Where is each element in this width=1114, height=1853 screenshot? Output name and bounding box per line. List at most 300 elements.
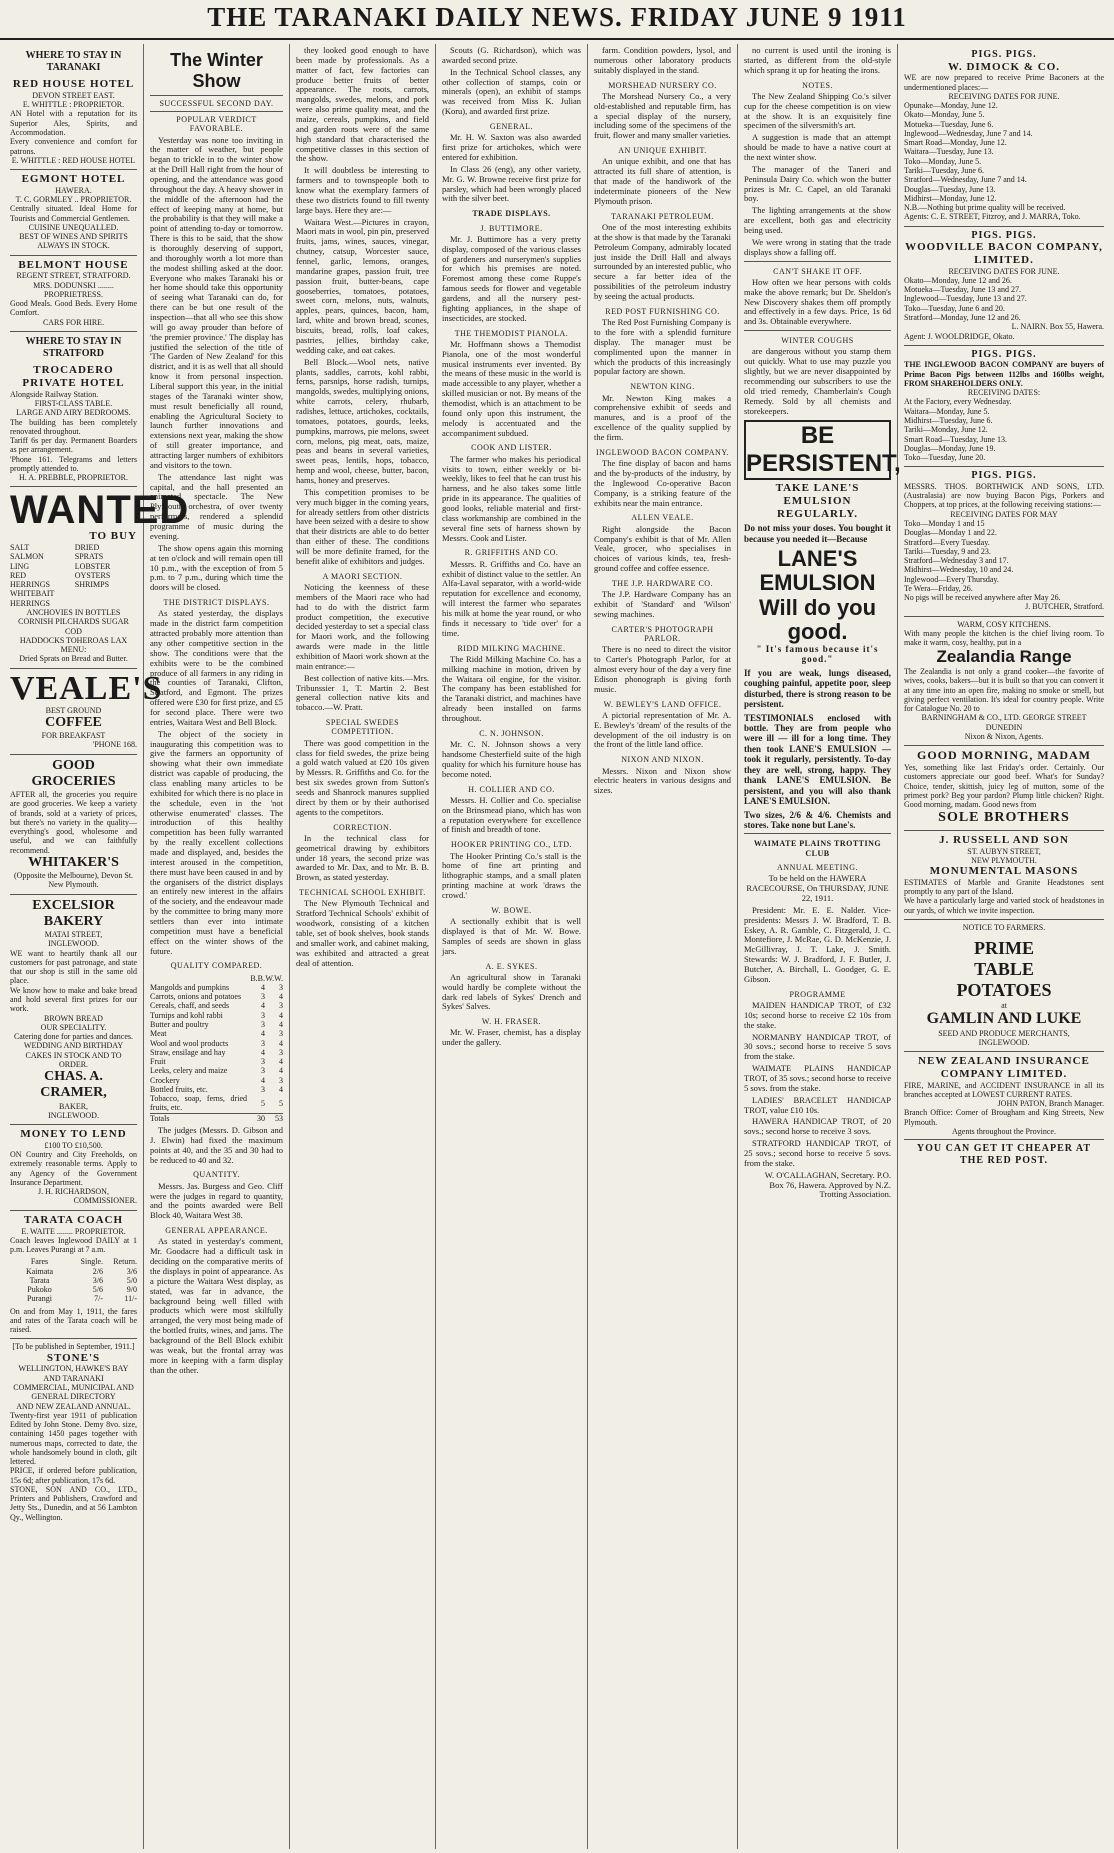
- ad-subtitle: RECEIVING DATES:: [967, 388, 1041, 398]
- russell-masons-ad: [904, 831, 1104, 920]
- column-6-notes-and-ads: [738, 44, 901, 1849]
- section-subheading: HOOKER PRINTING CO., LTD.: [450, 840, 573, 850]
- list-item: ANCHOVIES IN BOTTLES: [26, 607, 121, 617]
- list-item: Te Wera—Friday, 26.: [904, 583, 973, 593]
- article-paragraph: There is no need to direct the visitor to Carter's Photograph Parlor, for at almost every hour of the day a very fine Edison phonograph is giving forth music.: [594, 644, 731, 694]
- article-paragraph: Messrs. Jas. Burgess and Geo. Cliff were the judges in regard to quantity, and the points awarded were Bell Block 40, Waitara West 38.: [150, 1180, 283, 1221]
- article-paragraph: The lighting arrangements at the show are excellent, both gas and electricity being used.: [744, 205, 891, 236]
- table-row: [150, 1094, 283, 1113]
- list-item: Douglas—Monday 1 and 22.: [904, 528, 997, 538]
- table-cell: Pukoko: [27, 1285, 52, 1295]
- ad-body: LARGE AND AIRY BEDROOMS.: [16, 408, 131, 418]
- stones-directory-ad: [10, 1339, 137, 1526]
- stratford-heading: WHERE TO STAY IN STRATFORD: [25, 336, 122, 359]
- red-house-hotel-ad: [10, 75, 137, 170]
- ad-body: OUR SPECIALITY.: [40, 1022, 107, 1032]
- list-item: Toko—Monday, June 5.: [904, 156, 982, 166]
- ad-title: BELMONT HOUSE: [18, 258, 129, 271]
- egmont-hotel-ad: [10, 170, 137, 256]
- article-paragraph: There was good competition in the class for field swedes, the prize being a gold watch valued at £20 10s given by Messrs. R. Griffiths and Co. for the best six swedes grown from Sutton's seeds and Shanrock manures supplied direct by them or by their authorised agents to the competitors.: [296, 737, 429, 817]
- notice-body: President: Mr. E. E. Nalder. Vice-presidents: Messrs J. W. Bradford, T. B. Eskey, A. R. Gamble, C. Fitzgerald, J. C. Montefiore, J. McRae, G. D. McKenzie, J. McGillivray, J. T. Lake, J. Smith. Stewards: W. J. Bradford, J. F. Butler, J. Butcher, A. Birchall, L. Goodger, G. E. Gibson.: [744, 904, 891, 984]
- ad-title: GOOD GROCERIES: [31, 757, 116, 789]
- veales-coffee-ad: [10, 669, 163, 755]
- ad-subtitle: RECEIVING DATES FOR JUNE.: [948, 91, 1060, 101]
- table-cell: 3: [279, 1047, 283, 1057]
- table-row: [150, 1029, 283, 1038]
- ad-subtitle: WELLINGTON, HAWKE'S BAY AND TARANAKI: [18, 1364, 129, 1383]
- table-row: [150, 1039, 283, 1048]
- article-paragraph: Messrs. Nixon and Nixon show electric heaters in various designs and sizes.: [594, 765, 731, 796]
- ad-body: JOHN PATON, Branch Manager.: [997, 1099, 1104, 1109]
- ad-body: We have a particularly large and varied stock of headstones in our yards, of which we invite inspection.: [904, 896, 1104, 915]
- ad-product-name: LANE'S EMULSION Will do you good.: [758, 546, 877, 644]
- section-subheading: THE DISTRICT DISPLAYS.: [163, 598, 270, 608]
- list-item: Midhirst—Monday, June 12.: [904, 193, 997, 203]
- programme-item: HAWERA HANDICAP TROT, of 20 sovs.; second horse to receive 3 sovs.: [744, 1116, 891, 1137]
- table-row: [10, 1276, 137, 1285]
- table-row: [10, 1285, 137, 1294]
- table-row: [150, 983, 283, 992]
- table-cell: W.W.: [265, 973, 283, 983]
- table-cell: 53: [275, 1113, 283, 1123]
- list-item: Waitara—Monday, June 5.: [904, 406, 990, 416]
- ad-phone: 'PHONE 168.: [92, 740, 137, 750]
- table-cell: 5/6: [92, 1285, 103, 1295]
- table-cell: 5: [261, 1098, 265, 1108]
- article-paragraph: The fine display of bacon and hams and the by-products of the industry, by the Inglewood Co-operative Bacon Company, is a striking feature of the exhibits near the main entrance.: [594, 458, 731, 508]
- ad-body: ESTIMATES of Marble and Granite Headstones sent promptly to any part of the Island.: [904, 877, 1104, 897]
- ad-subtitle: ST. AUBYN STREET,: [967, 846, 1041, 856]
- table-total-row: [150, 1113, 283, 1123]
- list-item: Smart Road—Monday, June 12.: [904, 138, 1007, 148]
- table-cell: Meat: [150, 1029, 167, 1039]
- receiving-dates-list: [904, 276, 1104, 322]
- ad-headline: PRIME: [974, 938, 1034, 959]
- ad-title: NOTICE TO FARMERS.: [962, 922, 1046, 932]
- column-4-article: [436, 44, 588, 1849]
- article-paragraph: As stated in yesterday's comment, Mr. Goodacre had a difficult task in deciding on the comparative merits of the displays in point of appearance. As a picture the Waitara West display, as stated, was far in advance, the background being well filled with products which were most skilfully arranged, the very most being made of the bottled fruits, wines, and jams. The background of the Bell Block exhibit was weak, but the frontal array was more in keeping with a farm display than the other.: [150, 1236, 283, 1375]
- table-cell: 4: [261, 1047, 265, 1057]
- ad-body: PRICE, if ordered before publication, 15s 6d; after publication, 17s 6d.: [10, 1466, 137, 1485]
- table-cell: 4: [279, 1057, 283, 1067]
- ad-body: How often we hear persons with colds make the above remark; but Dr. Sheldon's New Discovery shakes them off promptly and effectively in a few days. Price, 1s 6d and 3s. Obtainable everywhere.: [744, 276, 891, 327]
- section-subheading: CORRECTION.: [333, 822, 392, 832]
- article-paragraph: The object of the society in inaugurating this competition was to give the farmers an opportunity of showing what their own immediate district was capable of producing, the class enabling many articles to be exhibited for which there is no place in the schedule, even in the 'not otherwise enumerated' classes. The introduction of this healthy competition has been fully warranted by the really excellent collections made and displayed, and, besides the interest aroused in the competition, there must have been caused in and by the organisers of the district displays an entirely new interest in the affairs of the society, and the endeavour made by the committee to bring many more settlers than ever into intimate competition must have a beneficial effect on the winter shows of the future.: [150, 728, 283, 956]
- table-cell: 4: [261, 1029, 265, 1039]
- article-paragraph: The manager of the Taneri and Peninsula Dairy Co. which won the butter prizes is Mr. C. Capel, an old Taranaki boy.: [744, 163, 891, 204]
- table-cell: 3: [279, 1001, 283, 1011]
- ad-body: MESSRS. THOS. BORTHWICK AND SONS, LTD. (Australasia) are now buying Bacon Pigs, Porkers and Choppers, at top prices, at the following receiving stations:—: [904, 481, 1104, 510]
- section-subheading: W. H. FRASER.: [481, 1017, 542, 1027]
- table-cell: Butter and poultry: [150, 1020, 209, 1030]
- sole-brothers-ad: [904, 746, 1104, 830]
- article-paragraph: Messrs. R. Griffiths and Co. have an exhibit of distinct value to the settler. An Alfa-Laval separator, with a world-wide reputation for excellence and economy, will interest the farmer who separates his milk at home the year round, or who finds it necessary to 'tide over' for a time.: [442, 558, 581, 638]
- ad-title: WINTER COUGHS: [781, 336, 854, 346]
- ad-title: WOODVILLE BACON COMPANY, LIMITED.: [905, 241, 1103, 266]
- table-cell: 4: [261, 982, 265, 992]
- table-cell: Bottled fruits, etc.: [150, 1084, 208, 1094]
- ad-body: FIRST-CLASS TABLE.: [34, 398, 113, 408]
- table-header: [150, 974, 283, 983]
- article-paragraph: Mr. H. W. Saxton was also awarded first prize for artichokes, which were entered for exhibition.: [442, 132, 581, 162]
- list-item: Toko—Tuesday, June 20.: [904, 453, 986, 463]
- ad-title: WANTED: [10, 488, 190, 533]
- trocadero-hotel-ad: [10, 361, 137, 487]
- table-cell: Totals: [150, 1113, 170, 1123]
- table-cell: 5/0: [126, 1275, 137, 1285]
- table-cell: Straw, ensilage and hay: [150, 1047, 226, 1057]
- ad-subtitle: MATAI STREET,: [44, 930, 103, 940]
- notice-subtitle: PROGRAMME: [789, 989, 846, 999]
- section-subheading: R. GRIFFITHS AND CO.: [464, 548, 559, 558]
- ad-body: Tariff 6s per day. Permanent Boarders as per arrangement.: [10, 436, 137, 455]
- section-subheading: J. BUTTIMORE.: [480, 223, 543, 233]
- list-item: Douglas—Tuesday, June 13.: [904, 184, 996, 194]
- table-row: [150, 1020, 283, 1029]
- ad-body: Do not miss your doses. You bought it because you needed it—Because: [744, 523, 891, 544]
- table-cell: Wool and wool products: [150, 1038, 229, 1048]
- ad-subtitle: INGLEWOOD.: [978, 1037, 1030, 1047]
- table-row: [10, 1294, 137, 1303]
- ad-body: Nixon & Nixon, Agents.: [964, 732, 1044, 742]
- table-cell: Fares: [30, 1257, 49, 1267]
- table-cell: Kaimata: [25, 1266, 54, 1276]
- good-groceries-ad: [10, 755, 137, 895]
- section-subheading: GENERAL APPEARANCE.: [165, 1226, 268, 1236]
- list-item: DRIED SPRATS: [74, 543, 104, 562]
- ad-subtitle: TO BUY: [89, 530, 137, 543]
- section-subheading: W. BOWE.: [491, 905, 532, 915]
- list-item: RED HERRINGS: [10, 570, 51, 590]
- ad-headline: POTATOES: [956, 979, 1052, 1000]
- article-paragraph: Right alongside the Bacon Company's exhibit is that of Mr. Allen Veale, grocer, who specialises in choices of various kinds, tea, fresh-ground coffee and coffee essence.: [594, 523, 731, 574]
- section-subheading: AN UNIQUE EXHIBIT.: [618, 146, 707, 156]
- ad-quote: " It's famous because it's good.": [756, 643, 879, 665]
- table-cell: Mangolds and pumpkins: [150, 982, 230, 992]
- table-cell: [150, 974, 247, 983]
- section-subheading: NEWTON KING.: [630, 382, 695, 392]
- list-item: Tariki—Monday, June 12.: [904, 425, 988, 435]
- ad-name: SOLE BROTHERS: [938, 809, 1070, 825]
- ad-body: The Zealandia is not only a grand cooker—the favorite of wives, cooks, bakers—but it is built so that you can convert it at any time into an open fire, making no smoke or smell, but giving perfect ventilation. It's ideal for country people. Write for Catalogue No. 20 to: [904, 667, 1104, 714]
- ad-title: TARATA COACH: [23, 1213, 124, 1226]
- table-cell: 4: [261, 1001, 265, 1011]
- ad-name: WHITAKER'S: [28, 854, 119, 870]
- ad-name: J. H. RICHARDSON,: [38, 1187, 109, 1197]
- columns-container: [4, 44, 1110, 1849]
- wanted-list-left: [10, 543, 72, 608]
- divider: [744, 261, 891, 262]
- section-subheading: W. BEWLEY'S LAND OFFICE.: [603, 699, 722, 709]
- article-paragraph: It will doubtless be interesting to farmers and to townspeople both to know what the exemplary farmers of these two districts found to fill twenty large bays. Here they are:—: [296, 165, 429, 215]
- table-cell: 3: [261, 1084, 265, 1094]
- section-subheading: A MAORI SECTION.: [322, 571, 403, 581]
- list-item: Toko—Monday 1 and 15: [904, 518, 985, 528]
- list-item: Douglas—Monday, June 19.: [904, 443, 996, 453]
- table-cell: Tarata: [29, 1275, 50, 1285]
- ad-title: RED HOUSE HOTEL: [12, 78, 135, 91]
- ad-body: Every convenience and comfort for patrons.: [10, 137, 137, 156]
- divider: [744, 330, 891, 331]
- ad-headline: TABLE: [974, 958, 1034, 979]
- ad-title: CAN'T SHAKE IT OFF.: [773, 266, 862, 276]
- programme-item: WAIMATE PLAINS HANDICAP TROT, of 35 sovs.; second horse to receive 5 sovs. from the stake.: [744, 1063, 891, 1093]
- table-row: [10, 1267, 137, 1276]
- list-item: Opunake—Monday, June 12.: [904, 101, 998, 111]
- column-3-article: [290, 44, 436, 1849]
- list-item: SHRIMPS: [74, 580, 110, 590]
- list-item: Midhirst—Wednesday, 10 and 24.: [904, 565, 1014, 575]
- article-paragraph: Best collection of native kits.—Mrs. Tribunssier 1, T. Martin 2. Best general collection native kits and tobacco.—W. Pratt.: [296, 672, 429, 713]
- article-paragraph: Mr. Hoffmann shows a Themodist Pianola, one of the most wonderful musical instruments ever invented. By the means of these music in the world is made accessible to any player, whether a skilled musician or not. By means of the themodist, which is an attachment to be found only upon this instrument, the melody is accentuated and the accompaniment subdued.: [442, 338, 581, 438]
- list-item: Motueka—Tuesday, June 13 and 27.: [904, 285, 1021, 295]
- tarata-coach-ad: [10, 1211, 137, 1340]
- ad-subtitle: RECEIVING DATES FOR MAY: [950, 509, 1058, 519]
- article-paragraph: Mr. Newton King makes a comprehensive exhibit of seeds and manures, and is a proof of the excellence of the quality supplied by the firm.: [594, 392, 731, 442]
- article-paragraph: One of the most interesting exhibits at the show is that made by the Taranaki Petroleum Company, admirably located just inside the Drill Hall and always surrounded by an interested public, who secure a far better idea of the possibilities of the petroleum industry by seeing the actual products.: [594, 221, 731, 301]
- ad-subtitle: DEVON STREET EAST.: [32, 90, 115, 100]
- table-row: [150, 1011, 283, 1020]
- coach-fares-table: [10, 1257, 137, 1303]
- ad-title: EXCELSIOR BAKERY: [32, 897, 115, 929]
- table-cell: Crockery: [150, 1075, 180, 1085]
- section-subheading: GENERAL.: [489, 122, 534, 132]
- belmont-house-ad: [10, 256, 137, 332]
- list-item: Okato—Monday, June 5.: [904, 110, 985, 120]
- ad-body: BEST OF WINES AND SPIRITS ALWAYS IN STOCK.: [19, 232, 128, 251]
- notice-body: To be held on the HAWERA RACECOURSE, On THURSDAY, JUNE 22, 1911.: [746, 873, 889, 903]
- ad-body: Centrally situated. Ideal Home for Tourists and Commercial Gentlemen.: [10, 204, 137, 223]
- masthead: [0, 0, 1114, 40]
- ad-body: If you are weak, lungs diseased, coughing painful, appetite poor, sleep disturbed, there is strong reason to be persistent.: [744, 667, 891, 710]
- ad-body: FIRE, MARINE, and ACCIDENT INSURANCE in all its branches accepted at LOWEST CURRENT RATES.: [904, 1080, 1104, 1099]
- receiving-dates-list: [904, 519, 1104, 593]
- section-subheading: COOK AND LISTER.: [471, 443, 552, 453]
- article-paragraph: Mr. J. Buttimore has a very pretty display, composed of the various classes of gardeners and nurserymen's supplies for which his premises are noted. Foremost among these come Ruppe's famous seeds for flower and vegetable gardens, and all the nursery pest-fighting appliances, in the shape of insecticides, are stocked.: [442, 233, 581, 323]
- table-cell: 30: [257, 1113, 265, 1123]
- ad-body: On and from May 1, 1911, the fares and rates of the Tarata coach will be raised.: [10, 1306, 137, 1335]
- column-5-article: [588, 44, 738, 1849]
- ad-note: [To be published in September, 1911.]: [12, 1342, 135, 1352]
- ad-body: COFFEE: [45, 714, 102, 730]
- ad-body: are dangerous without you stamp them out quickly. What to use may puzzle you slightly, but we are never disappointed by recommending our subscribers to use the old tried remedy, Chamberlain's Cough Remedy. Sold by all chemists and storekeepers.: [744, 346, 891, 416]
- table-cell: B.B.: [250, 973, 265, 983]
- ad-amount: £100 TO £10,500.: [44, 1140, 103, 1150]
- article-paragraph: In the Technical School classes, any other collection of stamps, coin or minerals (open), an exhibit of stamps was received from Miss K. Julian (Koru), and awarded first prize.: [442, 66, 581, 117]
- list-item: Okato—Monday, June 12 and 26.: [904, 275, 1012, 285]
- ad-body: Agents: C. E. STREET, Fitzroy, and J. MARRA, Toko.: [904, 212, 1081, 222]
- column-7-advertisements: [898, 44, 1110, 1849]
- table-cell: 2/6: [92, 1266, 103, 1276]
- list-item: Stratford—Every Tuesday.: [904, 537, 990, 547]
- where-to-stay-heading: WHERE TO STAY IN TARANAKI: [25, 50, 122, 73]
- table-cell: 3: [279, 1029, 283, 1039]
- table-row: [150, 1048, 283, 1057]
- ad-body: 'Phone 161. Telegrams and letters promptly attended to.: [10, 454, 137, 473]
- ad-body: Yes, something like last Friday's order. Certainly. Our customers appreciate our good beef. What's for Sunday? Choice, tender, skittish, juicy leg of mutton, some of the primest pork? Beg your pardon? Plump little chicken? Right. Good morning, madam. Good news from: [904, 763, 1104, 810]
- table-cell: Carrots, onions and potatoes: [150, 992, 242, 1002]
- woodville-bacon-ad: [904, 227, 1104, 346]
- money-to-lend-ad: [10, 1125, 137, 1211]
- table-cell: 4: [279, 1038, 283, 1048]
- menu-heading: MENU:: [60, 645, 87, 655]
- ad-body: L. NAIRN. Box 55, Hawera.: [1011, 322, 1104, 332]
- ad-footer: E. WHITTLE : RED HOUSE HOTEL: [11, 155, 136, 165]
- article-paragraph: This competition promises to be very much bigger in the coming years, for already settlers from other districts have been seized with a desire to show that their districts are able to do better than either of these. The conditions will be more definite framed, for the benefit alike of exhibitors and judges.: [296, 486, 429, 566]
- list-item: OYSTERS: [74, 570, 111, 580]
- ad-body: With many people the kitchen is the chief living room. To make it warm, cosy, healthy, put in a: [904, 628, 1104, 648]
- ad-body: Agent: J. WOOLDRIDGE, Okato.: [904, 331, 1015, 341]
- ad-subtitle: INGLEWOOD.: [48, 939, 99, 949]
- table-cell: Purangi: [27, 1294, 52, 1304]
- column-2-winter-show: [144, 44, 290, 1849]
- table-cell: Leeks, celery and maize: [150, 1066, 228, 1076]
- programme-item: MAIDEN HANDICAP TROT, of £32 10s; second horse to receive £2 10s from the stake.: [744, 999, 891, 1030]
- list-item: Smart Road—Tuesday, June 13.: [904, 434, 1007, 444]
- ad-body: at: [1001, 1000, 1007, 1010]
- gamlin-luke-ad: [904, 920, 1104, 1052]
- article-paragraph: Noticing the keenness of these members of the Maori race who had had to do with the district farm product competition, the executive decided yesterday to set a special class for Maori work, and the following awards were made in the little exhibition of Maori work shown at the main entrance:—: [296, 581, 429, 671]
- list-item: At the Factory, every Wednesday.: [904, 397, 1012, 407]
- section-subheading: QUALITY COMPARED.: [170, 961, 263, 971]
- ad-title: NEW ZEALAND INSURANCE COMPANY LIMITED.: [918, 1055, 1090, 1080]
- table-cell: 7/-: [94, 1294, 103, 1304]
- ad-proprietor: H. A. PREBBLE, PROPRIETOR.: [19, 473, 128, 483]
- ad-body: WEDDING AND BIRTHDAY CAKES IN STOCK AND TO ORDER.: [23, 1041, 124, 1069]
- wanted-list-right: [75, 543, 137, 608]
- article-paragraph: The Ridd Milking Machine Co. has a milking machine in motion, driven by the Waitara oil engine, for the visitor. The company has been established for the Taranaki district, and machines have already been installed on farms throughout.: [442, 653, 581, 723]
- article-paragraph: The Hooker Printing Co.'s stall is the home of fine art printing and lithographic stamps, and a small platen printing machine at work 'draws the crowd.': [442, 850, 581, 900]
- ad-title: GOOD MORNING, MADAM: [917, 748, 1091, 763]
- table-cell: 4: [279, 1020, 283, 1030]
- programme-item: STRATFORD HANDICAP TROT, of 25 sovs.; second horse to receive 5 sovs. from the stake.: [744, 1138, 891, 1168]
- inglewood-bacon-ad: [904, 346, 1104, 468]
- ad-subtitle: AND NEW ZEALAND ANNUAL.: [16, 1401, 131, 1411]
- zealandia-range-ad: [904, 617, 1104, 747]
- ad-subtitle: TAKE LANE'S EMULSION: [775, 482, 860, 507]
- table-row: [150, 1001, 283, 1010]
- list-item: Tariki—Tuesday, June 6.: [904, 166, 984, 175]
- article-paragraph: As stated yesterday, the displays made in the district farm competition attracted probably more attention than any other competitive section in the show. The conditions were that the exhibits were to be the combined produce of all farmers in any riding in the counties of Taranaki, Clifton, Stratford, and Egmont. The prizes offered were £30 for first prize, and £5 for second place. There were two entries, Waitara West and Bell Block.: [150, 608, 283, 727]
- ad-body: AN Hotel with a reputation for its Superior Ales, Spirits, and Accommodation.: [10, 109, 137, 137]
- list-item: WHITEBAIT HERRINGS: [10, 589, 55, 608]
- section-subheading: QUANTITY.: [193, 1170, 240, 1180]
- article-paragraph: The Red Post Furnishing Company is to the fore with a splendid furniture display. The manager must be complimented upon the manner in which the products of this increasingly popular factory are shown.: [594, 317, 731, 377]
- section-subheading: TRADE DISPLAYS.: [472, 209, 551, 219]
- article-subheading: POPULAR VERDICT FAVORABLE.: [176, 115, 257, 134]
- notice-subtitle: ANNUAL MEETING.: [777, 862, 858, 872]
- table-cell: 3: [261, 1066, 265, 1076]
- article-paragraph: Yesterday was none too inviting in the matter of weather, but people began to trickle in to the winter show at the Drill Hall right from the hour of opening, and the attendance was good throughout the day. A heavy shower in the middle of the afternoon had the effect of keeping many at home, but the probability is that they will make a point of attending to-day or tomorrow. There is this to be said, that the show is thoroughly deserving of support, and thoroughly worth a lot more than the modest shilling asked at the door. Everyone who makes Taranaki his or her home should take this opportunity of seeing what Taranaki can do, for there can be but one result of the inspection—that all who see this show will go away prouder than before of 'the premier province.' The display has justified the selection of the title of 'The Garden of New Zealand' for this district, and it is as well that all should know it from personal inspection. Liberal support this year, in the initial stages of the Taranaki winter show, must result beneficially all round, enabling the Agricultural Society to launch further innovations and extensions next year, making the show of still greater importance, and attracting larger numbers of exhibitors and visitors to the town.: [150, 134, 283, 470]
- receiving-dates-list: [904, 101, 1104, 203]
- ad-name: CHAS. A. CRAMER,: [40, 1069, 107, 1101]
- ad-proprietor: MRS. DODUNSKI ........ PROPRIETRESS.: [33, 280, 114, 299]
- ad-body: TESTIMONIALS enclosed with bottle. They are from people who were ill — ill for a long time. They then took LANE'S EMULSION — took it regularly, persistently. To-day they are well, strong, happy. They thank LANE'S EMULSION. Be persistent, and you will also thank LANE'S EMULSION.: [744, 712, 891, 807]
- article-paragraph: Waitara West.—Pictures in crayon, Maori mats in wool, pin pin, preserved fruits, jams, wines, sauces, vinegar, chutney, catsup, Worcester sauce, fennel, garlic, lemons, oranges, mandarine grapes, passion fruit, tree passion fruit, butter-beans, cape gooseberries, tomatoes, potatoes, sweet corn, melons, nuts, walnuts, apples, pears, quinces, bacon, ham, lard, white and brown bread, scones, biscuits, bread, rolls, loaf cakes, pastries, jellies, birthday cake, wedding cake, and oat cakes.: [296, 216, 429, 355]
- article-paragraph: Scouts (G. Richardson), which was awarded second prize.: [442, 45, 581, 65]
- table-cell: 4: [261, 1075, 265, 1085]
- ad-subtitle: COMMERCIAL, MUNICIPAL AND GENERAL DIRECTORY: [13, 1382, 134, 1402]
- ad-body: WE are now prepared to receive Prime Baconers at the undermentioned places:—: [904, 73, 1104, 92]
- ad-body: J. BUTCHER, Stratford.: [1025, 602, 1104, 612]
- section-subheading: NOTES.: [802, 80, 833, 90]
- ad-proprietor: E. WAITE ........ PROPRIETOR.: [21, 1226, 126, 1236]
- borthwick-pigs-ad: [904, 467, 1104, 616]
- list-item: Inglewood—Tuesday, June 13 and 27.: [904, 294, 1027, 304]
- trotting-club-notice: [744, 839, 891, 1200]
- section-subheading: INGLEWOOD BACON COMPANY.: [595, 447, 730, 457]
- table-cell: 4: [279, 1010, 283, 1020]
- receiving-dates-list: [904, 397, 1104, 462]
- table-cell: 3: [261, 992, 265, 1002]
- section-subheading: C. N. JOHNSON.: [479, 728, 544, 738]
- ad-body: Alongside Railway Station.: [10, 389, 99, 399]
- section-subheading: RIDD MILKING MACHINE.: [457, 643, 566, 653]
- menu-item: Dried Sprats on Bread and Butter.: [19, 654, 128, 664]
- ad-body: Good Meals. Good Beds. Every Home Comfort.: [10, 299, 137, 318]
- ad-subtitle: REGENT STREET, STRATFORD.: [16, 271, 131, 281]
- ad-body: Coach leaves Inglewood DAILY at 1 p.m. Leaves Purangi at 7 a.m.: [10, 1235, 137, 1255]
- ad-title: WARM, COSY KITCHENS.: [957, 619, 1051, 629]
- table-cell: 3/6: [92, 1275, 103, 1285]
- ad-title: STONE'S: [46, 1351, 101, 1364]
- list-item: Stratford—Wednesday, June 7 and 14.: [904, 175, 1027, 185]
- excelsior-bakery-ad: [10, 895, 137, 1125]
- ad-subtitle: MONUMENTAL MASONS: [929, 865, 1079, 878]
- table-cell: Single.: [80, 1257, 103, 1267]
- list-item: Stratford—Wednesday 3 and 17.: [904, 556, 1009, 566]
- article-paragraph: Mr. C. N. Johnson shows a very handsome Chesterfield suite of the high quality for which his furniture house has become noted.: [442, 739, 581, 779]
- article-paragraph: In Class 26 (eng), any other variety, Mr. G. W. Browne receive first prize for parsley, which had been wrongly placed with the silver beet.: [442, 163, 581, 204]
- article-paragraph: Messrs. H. Collier and Co. specialise on the Brinsmead piano, which has won a reputation everywhere for excellence of finish and breadth of tone.: [442, 794, 581, 835]
- ad-body: Agents throughout the Province.: [952, 1126, 1056, 1136]
- table-cell: 3: [261, 1020, 265, 1030]
- table-cell: 4: [279, 1066, 283, 1076]
- programme-item: LADIES' BRACELET HANDICAP TROT, value £10 10s.: [744, 1094, 891, 1115]
- article-paragraph: The show opens again this morning at ten o'clock and will remain open till 10 p.m., with the exception of from 5 p.m. to 7 p.m., during which time the doors will be closed.: [150, 542, 283, 593]
- list-item: Motueka—Tuesday, June 6.: [904, 119, 994, 129]
- ad-title: EGMONT HOTEL: [21, 173, 126, 186]
- ad-body: STONE, SON AND CO., LTD., Printers and Publishers, Crawford and Jetty Sts., Dunedin, and at 56 Lambton Qy., Wellington.: [10, 1484, 137, 1522]
- table-cell: 5: [279, 1098, 283, 1108]
- list-item: LOBSTER: [74, 561, 111, 571]
- article-paragraph: The J.P. Hardware Company has an exhibit of 'Standard' and 'Wilson' sewing machines.: [594, 589, 731, 619]
- ad-body: N.B.—Nothing but prime quality will be received.: [904, 203, 1066, 213]
- section-subheading: RED POST FURNISHING CO.: [605, 306, 720, 316]
- dimock-pigs-ad: [904, 46, 1104, 227]
- table-row: [150, 1085, 283, 1094]
- table-cell: 3: [279, 1075, 283, 1085]
- table-row: [150, 1076, 283, 1085]
- ad-body: BROWN BREAD: [44, 1013, 103, 1023]
- article-paragraph: they looked good enough to have been made by professionals. As a matter of fact, few factories can produce better fruits of better appearance. The roots, carrots, mangolds, swedes, melons, and pork were also prime quality meat, and the maize, cereals, pumpkins, and field and garden roots were of the same high standard that characterised the competitive classes in this section of the show.: [296, 45, 429, 164]
- ad-body: BEST GROUND: [45, 705, 102, 715]
- table-cell: Turnips and kohl rabbi: [150, 1010, 223, 1020]
- article-paragraph: A suggestion is made that an attempt should be made to have a native court at the next winter show.: [744, 132, 891, 162]
- list-item: Toko—Tuesday, June 6 and 20.: [904, 303, 1005, 313]
- article-paragraph: The New Plymouth Technical and Stratford Technical Schools' exhibit of woodwork, consisting of a kitchen table, set of book shelves, book stands and smaller work, and cabinet making, was exhibited and attracted a great deal of attention.: [296, 898, 429, 968]
- ad-address: BARNINGHAM & CO., LTD. GEORGE STREET DUNEDIN: [921, 713, 1087, 732]
- ad-address: (Opposite the Melbourne), Devon St. New Plymouth.: [13, 871, 134, 890]
- ad-kicker: PIGS. PIGS.: [971, 49, 1037, 60]
- ad-title: TROCADERO PRIVATE HOTEL: [22, 364, 125, 389]
- section-subheading: ALLEN VEALE.: [631, 513, 694, 523]
- article-paragraph: Bell Block.—Wool nets, native plants, saddles, carrots, kohl rabbi, ferns, parsnips, horse radish, turnips, mangolds, swedes, multiplying onions, white carrots, celery, rhubarb, radishes, lettuce, artichokes, cocktails, tomatoes, potatoes, gourds, leeks, pumpkins, marrows, pie melons, sweet corn, melons, pig meat, oats, maize, peas and beans in several varieties, sweet peas, lentils, hops, tobacco, hemp and wool, cheese, butter, bacon, hams, honey and preserves.: [296, 356, 429, 485]
- article-paragraph: The judges (Messrs. D. Gibson and J. Elwin) had fixed the maximum points at 40, and the 35 and 30 had to be reduced to 40 and 32.: [150, 1124, 283, 1165]
- newspaper-title: THE TARANAKI DAILY NEWS. FRIDAY JUNE 9 1911: [207, 2, 907, 32]
- ad-body: CUISINE UNEQUALLED.: [28, 222, 119, 232]
- section-subheading: THE J.P. HARDWARE CO.: [611, 578, 714, 588]
